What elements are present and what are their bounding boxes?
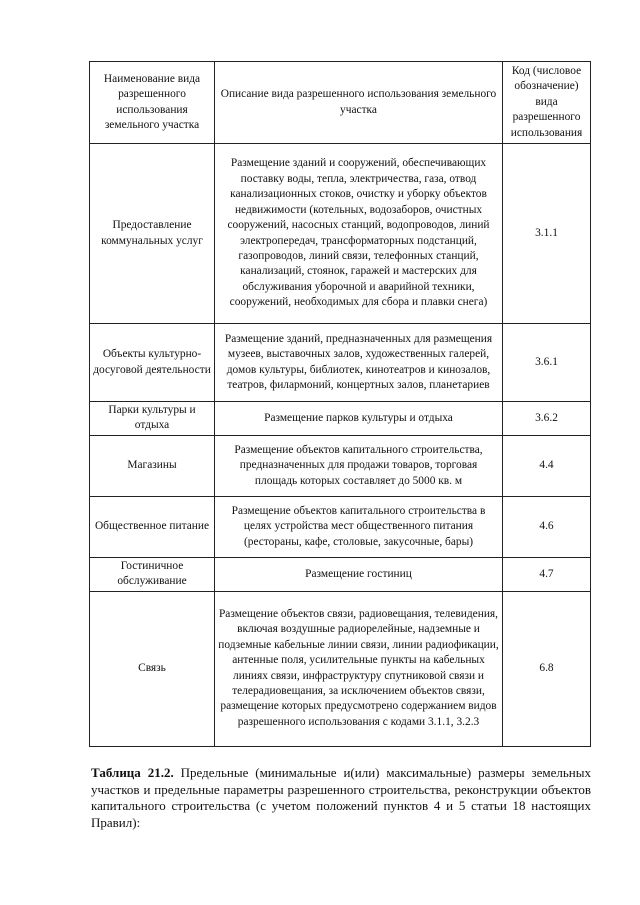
cell-description: Размещение зданий, предназначенных для размещения музеев, выставочных залов, художественных галерей, домов культуры, библиотек, кинотеатров и кинозалов, театров, филармоний, концертных залов, планетариев bbox=[215, 324, 503, 402]
caption-label: Таблица 21.2. bbox=[91, 765, 174, 780]
cell-code: 4.7 bbox=[503, 557, 591, 591]
cell-code: 3.6.1 bbox=[503, 324, 591, 402]
cell-name: Объекты культурно-досуговой деятельности bbox=[90, 324, 215, 402]
table-row bbox=[90, 402, 591, 436]
cell-description: Размещение объектов капитального строительства, предназначенных для продажи товаров, торговая площадь которых составляет до 5000 кв. м bbox=[215, 435, 503, 496]
table-row bbox=[90, 144, 591, 324]
cell-name: Магазины bbox=[90, 435, 215, 496]
cell-description: Размещение объектов связи, радиовещания, телевидения, включая воздушные радиорелейные, надземные и подземные кабельные линии связи, линии радиофикации, антенные поля, усилительные пункты на кабельных линиях связи, инфраструктуру спутниковой связи и телерадиовещания, за исключением объектов связи, размещение которых предусмотрено содержанием видов разрешенного использования с кодами 3.1.1, 3.2.3 bbox=[215, 591, 503, 746]
cell-description: Размещение объектов капитального строительства в целях устройства мест общественного питания (рестораны, кафе, столовые, закусочные, бары) bbox=[215, 496, 503, 557]
cell-description: Размещение парков культуры и отдыха bbox=[215, 402, 503, 436]
cell-code: 4.4 bbox=[503, 435, 591, 496]
cell-name: Предоставление коммунальных услуг bbox=[90, 144, 215, 324]
cell-name: Общественное питание bbox=[90, 496, 215, 557]
header-name: Наименование вида разрешенного использования земельного участка bbox=[90, 62, 215, 144]
header-code: Код (числовое обозначение) вида разрешенного использования bbox=[503, 62, 591, 144]
table-header-row bbox=[90, 62, 591, 144]
caption-text: Предельные (минимальные и(или) максимальные) размеры земельных участков и предельные параметры разрешенного строительства, реконструкции объектов капитального строительства (с учетом положений пунктов 4 и 5 статьи 18 настоящих Правил): bbox=[91, 765, 591, 830]
table-row bbox=[90, 557, 591, 591]
cell-name: Парки культуры и отдыха bbox=[90, 402, 215, 436]
cell-code: 6.8 bbox=[503, 591, 591, 746]
cell-description: Размещение зданий и сооружений, обеспечивающих поставку воды, тепла, электричества, газа, отвод канализационных стоков, очистку и уборку объектов недвижимости (котельных, водозаборов, очистных сооружений, насосных станций, водопроводов, линий электропередач, трансформаторных подстанций, газопроводов, линий связи, телефонных станций, канализаций, стоянок, гаражей и мастерских для обслуживания уборочной и аварийной техники, сооружений, необходимых для сбора и плавки снега) bbox=[215, 144, 503, 324]
table-caption bbox=[91, 765, 591, 831]
cell-name: Связь bbox=[90, 591, 215, 746]
table-row bbox=[90, 591, 591, 746]
cell-code: 3.6.2 bbox=[503, 402, 591, 436]
cell-code: 4.6 bbox=[503, 496, 591, 557]
cell-name: Гостиничное обслуживание bbox=[90, 557, 215, 591]
table-row bbox=[90, 324, 591, 402]
land-use-table bbox=[89, 61, 591, 747]
table-row bbox=[90, 496, 591, 557]
table-row bbox=[90, 435, 591, 496]
cell-description: Размещение гостиниц bbox=[215, 557, 503, 591]
cell-code: 3.1.1 bbox=[503, 144, 591, 324]
header-description: Описание вида разрешенного использования земельного участка bbox=[215, 62, 503, 144]
